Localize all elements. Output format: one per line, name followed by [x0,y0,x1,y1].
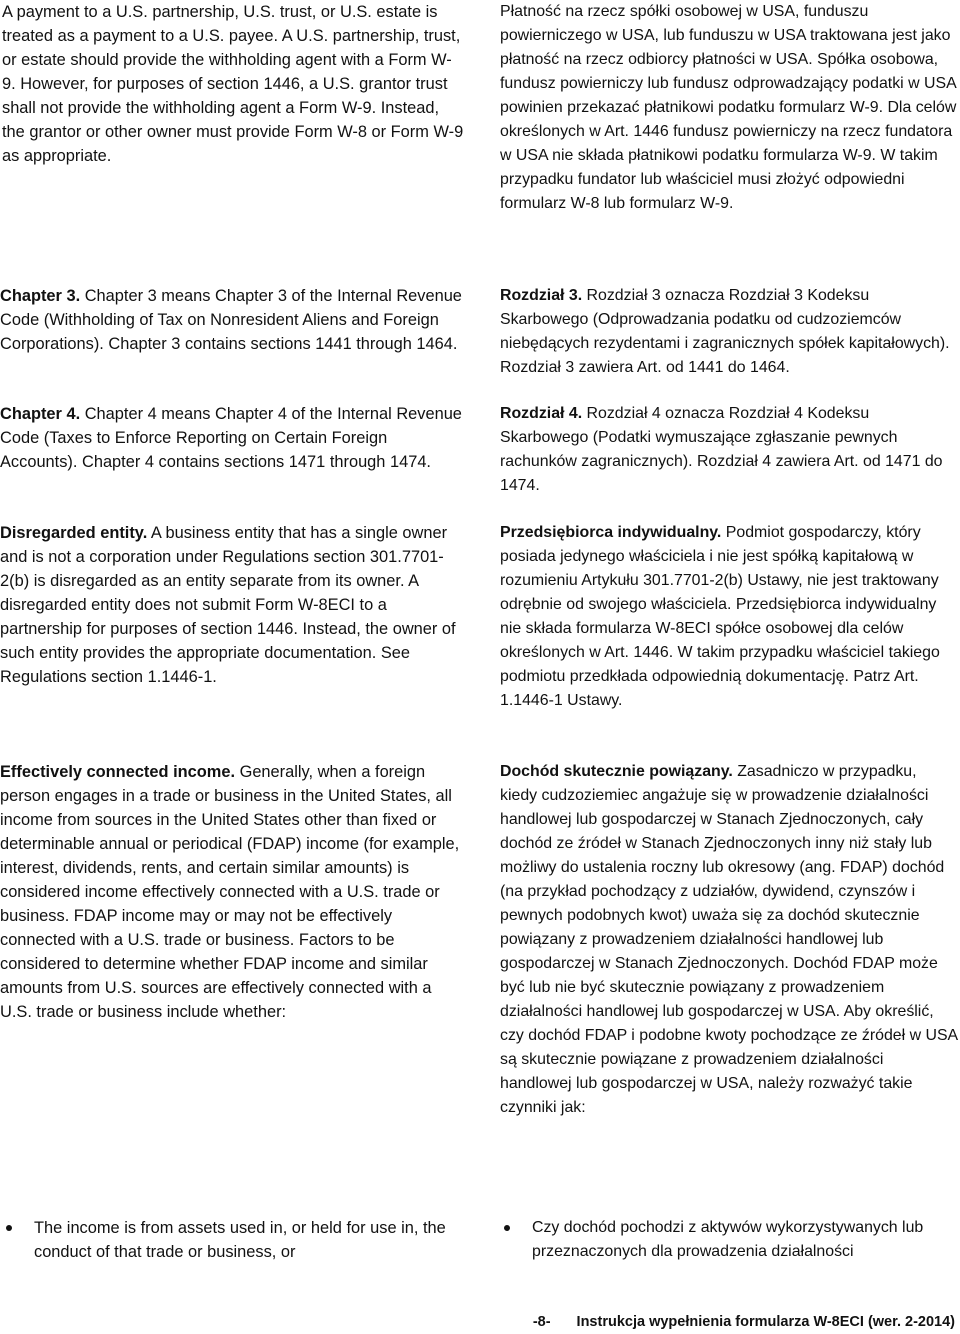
section-dochod-skutecznie-powiazany-pl [500,760,958,1120]
intro-paragraph-en: A payment to a U.S. partnership, U.S. trust, or U.S. estate is treated as a payment to a U.S. payee. A U.S. partnership, trust, or estate should provide the withholding agent with a Form W-9. However, for purposes of section 1446, a U.S. grantor trust shall not provide the withholding agent a Form W-9. Instead, the grantor or other owner must provide Form W-8 or Form W-9 as appropriate. [2,3,464,165]
term-heading: Disregarded entity. [0,524,148,542]
term-heading: Dochód skutecznie powiązany. [500,763,733,780]
bullet-dot-icon [6,1225,12,1231]
term-heading: Chapter 4. [0,405,81,423]
bullet-dot-icon [504,1225,510,1231]
bullet-item-pl: Czy dochód pochodzi z aktywów wykorzystywanych lub przeznaczonych dla prowadzenia działalności [504,1216,958,1264]
term-body: Chapter 4 means Chapter 4 of the Internal Revenue Code (Taxes to Enforce Reporting on Certain Foreign Accounts). Chapter 4 contains sections 1471 through 1474. [0,405,462,471]
intro-paragraph-pl: Płatność na rzecz spółki osobowej w USA, funduszu powierniczego w USA, lub funduszu w USA traktowana jest jako płatność na rzecz odbiorcy płatności w USA. Spółka osobowa, fundusz powierniczy lub fundusz odprowadzający podatki w USA powinien przekazać płatnikowi podatku formularz W-9. Dla celów określonych w Art. 1446 fundusz powierniczy na rzecz fundatora w USA nie składa płatnikowi podatku formularza W-9. W takim przypadku fundator lub właściciel musi złożyć odpowiedni formularz W-8 lub formularz W-9. [500,3,957,212]
bullet-item-en: The income is from assets used in, or held for use in, the conduct of that trade or business, or [6,1216,462,1264]
term-body: Zasadniczo w przypadku, kiedy cudzoziemiec angażuje się w prowadzenie działalności handlowej lub gospodarczej w Stanach Zjednoczonych, cały dochód ze źródeł w Stanach Zjednoczonych inny niż stały lub możliwy do ustalenia roczny lub okresowy (ang. FDAP) dochód (na przykład pochodzący z udziałów, dywidend, czynszów i pewnych podobnych kwot) uważa się za dochód skutecznie powiązany z prowadzeniem działalności handlowej lub gospodarczej w Stanach Zjednoczonych. Dochód FDAP może być lub nie być skutecznie powiązany z prowadzeniem działalności handlowej lub gospodarczej w USA. Aby określić, czy dochód FDAP i podobne kwoty pochodzące ze źródeł w USA są skutecznie powiązane z prowadzeniem działalności handlowej lub gospodarczej w USA, należy rozważyć takie czynniki jak: [500,763,958,1116]
page-number: -8- [532,1314,551,1330]
page-footer [0,1312,955,1332]
term-body: Podmiot gospodarczy, który posiada jedynego właściciela i nie jest spółką kapitałową w rozumieniu Artykułu 301.7701-2(b) Ustawy, nie jest traktowany odrębnie od swojego właściciela. Przedsiębiorca indywidualny nie składa formularza W-8ECI spółce osobowej dla celów określonych w Art. 1446. W takim przypadku właściciel takiego podmiotu przedkłada odpowiednią dokumentację. Patrz Art. 1.1446-1 Ustawy. [500,524,940,709]
section-chapter-3-en [0,284,462,356]
term-heading: Rozdział 3. [500,287,583,304]
term-heading: Effectively connected income. [0,763,236,781]
section-effectively-connected-income-en [0,760,462,1024]
term-body: Chapter 3 means Chapter 3 of the Internal Revenue Code (Withholding of Tax on Nonresident Aliens and Foreign Corporations). Chapter 3 contains sections 1441 through 1464. [0,287,462,353]
section-rozdzial-4-pl [500,402,958,498]
section-chapter-4-en [0,402,462,474]
section-disregarded-entity-en [0,521,462,689]
document-title: Instrukcja wypełnienia formularza W-8ECI (wer. 2-2014) [576,1314,955,1330]
term-heading: Rozdział 4. [500,405,583,422]
section-przedsiebiorca-pl [500,521,958,713]
term-heading: Chapter 3. [0,287,81,305]
term-body: A business entity that has a single owner and is not a corporation under Regulations section 301.7701-2(b) is disregarded as an entity separate from its owner. A disregarded entity does not submit Form W-8ECI to a partnership for purposes of section 1446. Instead, the owner of such entity provides the appropriate documentation. See Regulations section 1.1446-1. [0,524,456,686]
term-heading: Przedsiębiorca indywidualny. [500,524,722,541]
section-rozdzial-3-pl [500,284,958,380]
term-body: Rozdział 3 oznacza Rozdział 3 Kodeksu Skarbowego (Odprowadzania podatku od cudzoziemców niebędących rezydentami i zagranicznych spółek kapitałowych). Rozdział 3 zawiera Art. od 1441 do 1464. [500,287,950,376]
term-body: Generally, when a foreign person engages in a trade or business in the United States, all income from sources in the United States other than fixed or determinable annual or periodical (FDAP) income (for example, interest, dividends, rents, and certain similar amounts) is considered income effectively connected with a U.S. trade or business. FDAP income may or may not be effectively connected with a U.S. trade or business. Factors to be considered to determine whether FDAP income and similar amounts from U.S. sources are effectively connected with a U.S. trade or business include whether: [0,763,460,1021]
term-body: Rozdział 4 oznacza Rozdział 4 Kodeksu Skarbowego (Podatki wymuszające zgłaszanie pewnych rachunków zagranicznych). Rozdział 4 zawiera Art. od 1471 do 1474. [500,405,943,494]
